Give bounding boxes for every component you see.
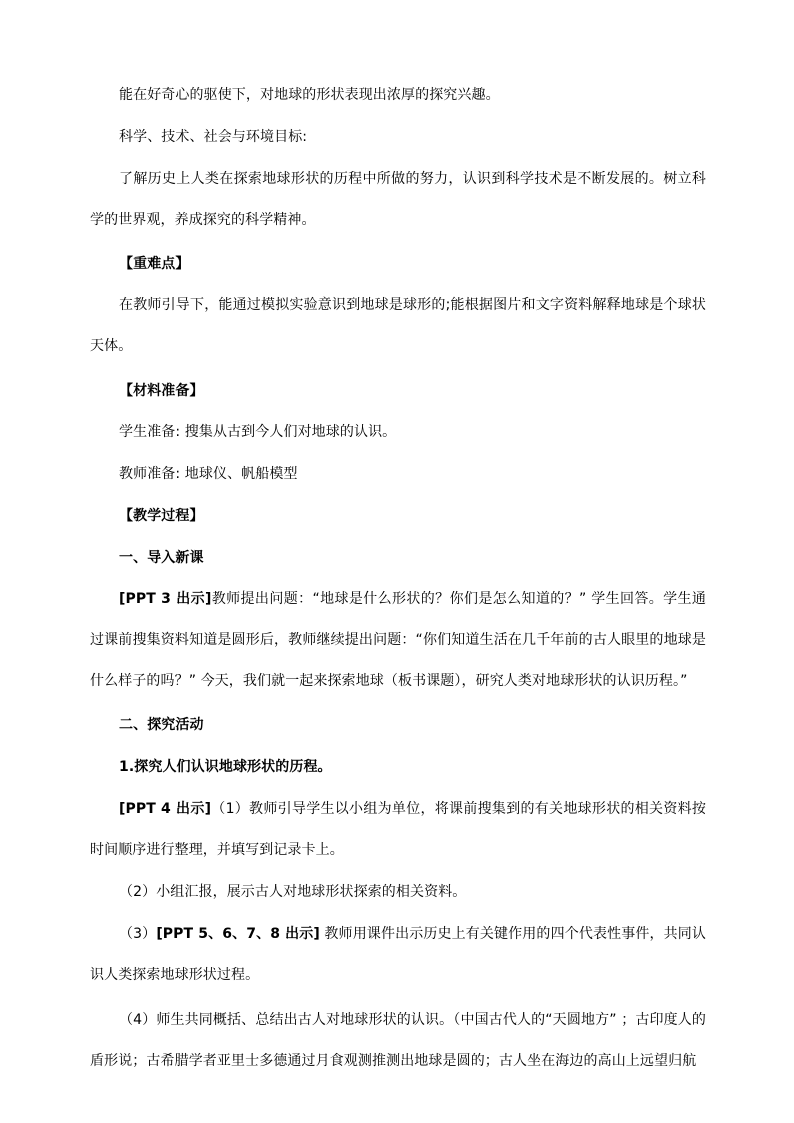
- key-points-heading: 【重难点】: [119, 256, 190, 272]
- stse-goal-paragraph: 了解历史上人类在探索地球形状的历程中所做的努力，认识到科学技术是不断发展的。树立科学的世界观，养成探究的科学精神。: [90, 171, 706, 228]
- ppt-3-marker: [PPT 3 出示]: [119, 591, 212, 607]
- intro-paragraph: [90, 579, 706, 702]
- activity-step-1-paragraph: [90, 789, 706, 871]
- section-activity-title: 二、探究活动: [119, 717, 204, 733]
- section-intro-title: 一、导入新课: [119, 550, 204, 566]
- activity-step-1-text: （1）教师引导学生以小组为单位，将课前搜集到的有关地球形状的相关资料按时间顺序进行整理，并填写到记录卡上。: [90, 801, 707, 858]
- activity-step-2-paragraph: （2）小组汇报，展示古人对地球形状探索的相关资料。: [119, 884, 467, 900]
- ppt-4-marker: [PPT 4 出示]: [119, 801, 212, 817]
- intro-paragraph-text: 教师提出问题：“地球是什么形状的？你们是怎么知道的？” 学生回答。学生通过课前搜集资料知道是圆形后，教师继续提出问题：“你们知道生活在几千年前的古人眼里的地球是什么样子的吗？” 今天，我们就一起来探索地球（板书课题），研究人类对地球形状的认识历程。”: [90, 591, 706, 689]
- activity-step-3-text: 教师用课件出示历史上有关键作用的四个代表性事件，共同认识人类探索地球形状过程。: [90, 926, 706, 983]
- subsection-history-title: 1.探究人们认识地球形状的历程。: [119, 759, 332, 775]
- ppt-5-8-marker: [PPT 5、6、7、8 出示]: [156, 926, 320, 942]
- stse-goal-heading: 科学、技术、社会与环境目标:: [119, 129, 308, 145]
- key-points-paragraph: 在教师引导下，能通过模拟实验意识到地球是球形的;能根据图片和文字资料解释地球是个球状天体。: [90, 297, 706, 354]
- student-materials-paragraph: 学生准备: 搜集从古到今人们对地球的认识。: [119, 424, 397, 440]
- goal-curiosity-paragraph: 能在好奇心的驱使下，对地球的形状表现出浓厚的探究兴趣。: [119, 87, 500, 103]
- teaching-process-heading: 【教学过程】: [119, 508, 204, 524]
- activity-step-3-paragraph: [90, 914, 706, 996]
- teacher-materials-paragraph: 教师准备: 地球仪、帆船模型: [119, 466, 298, 482]
- materials-heading: 【材料准备】: [119, 383, 204, 399]
- activity-step-4-paragraph: （4）师生共同概括、总结出古人对地球形状的认识。（中国古代人的“天圆地方” ；古印度人的盾形说；古希腊学者亚里士多德通过月食观测推测出地球是圆的；古人坐在海边的高山上远望归航: [90, 1012, 706, 1069]
- activity-step-3-prefix: （3）: [119, 926, 157, 942]
